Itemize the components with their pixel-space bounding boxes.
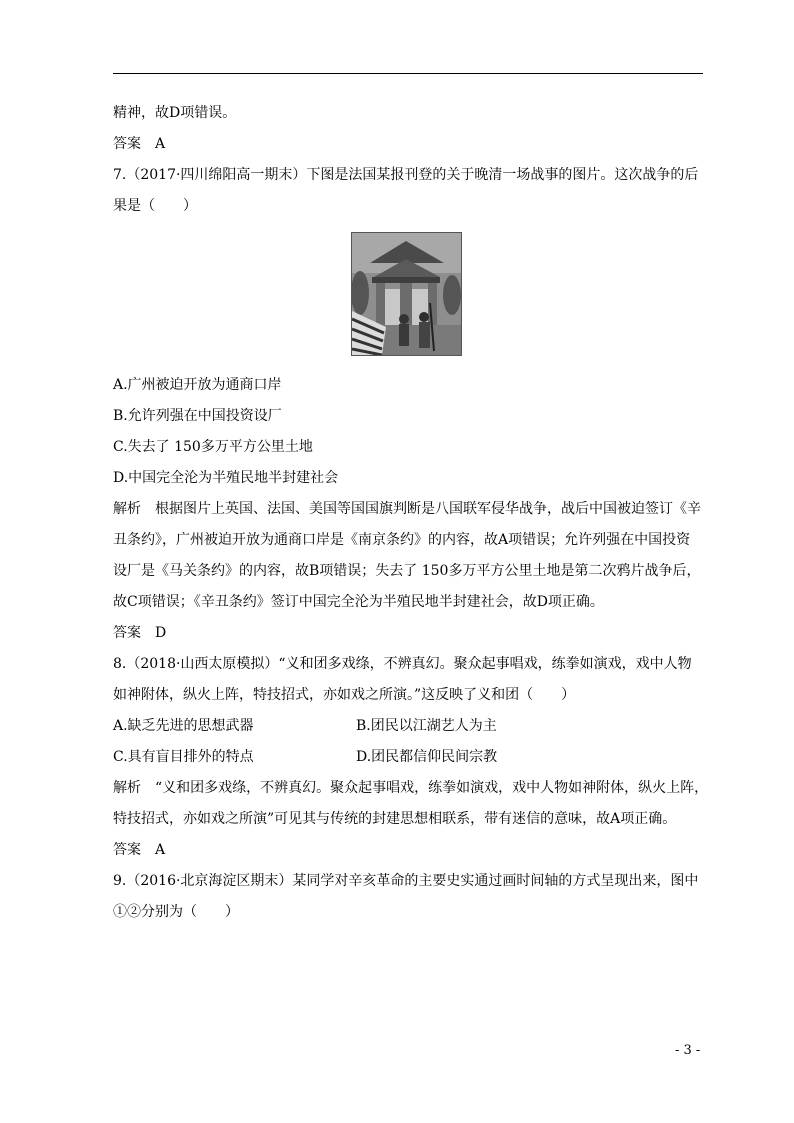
option-c: C.具有盲目排外的特点 [113,749,254,765]
option-d: D.团民都信仰民间宗教 [356,749,498,765]
option-row-ab [113,716,713,736]
analysis-line-3: 设厂是《马关条约》的内容，故B项错误；失去了 150多万平方公里土地是第二次鸦片战争后， [113,563,701,579]
option-a: A.广州被迫开放为通商口岸 [113,377,282,393]
analysis-line-4: 故C项错误；《辛丑条约》签订中国完全沦为半殖民地半封建社会，故D项正确。 [113,594,604,610]
historical-illustration [351,232,462,356]
question-7-line-1: 7.（2017·四川绵阳高一期末）下图是法国某报刊登的关于晚清一场战事的图片。这次战争的后 [113,167,699,183]
question-8-line-1: 8.（2018·山西太原模拟）“义和团多戏绦，不辨真幻。聚众起事唱戏，练拳如演戏，戏中人物 [113,656,692,672]
question-8-line-2: 如神附体，纵火上阵，特技招式，亦如戏之所演。”这反映了义和团（ ） [113,687,576,703]
option-row-cd [113,747,713,767]
header-rule [113,73,703,74]
option-b: B.允许列强在中国投资设厂 [113,408,282,424]
page-number: - 3 - [675,1043,701,1058]
option-b: B.团民以江湖艺人为主 [356,718,497,734]
answer-line: 答案 D [113,625,167,641]
analysis-line-2: 特技招式，亦如戏之所演”可见其与传统的封建思想相联系，带有迷信的意味，故A项正确。 [113,811,677,827]
question-7-line-2: 果是（ ） [113,198,197,214]
question-9-line-1: 9.（2016·北京海淀区期末）某同学对辛亥革命的主要史实通过画时间轴的方式呈现出来，图中 [113,873,699,889]
option-d: D.中国完全沦为半殖民地半封建社会 [113,470,339,486]
analysis-line-1: 解析 “义和团多戏绦，不辨真幻。聚众起事唱戏，练拳如演戏，戏中人物如神附体，纵火上阵， [113,780,709,796]
text-line: 精神，故D项错误。 [113,105,237,121]
analysis-line-2: 丑条约》，广州被迫开放为通商口岸是《南京条约》的内容，故A项错误；允许列强在中国投资 [113,532,691,548]
option-a: A.缺乏先进的思想武器 [113,718,254,734]
question-9-line-2: ①②分别为（ ） [113,904,239,920]
answer-line: 答案 A [113,136,166,152]
option-c: C.失去了 150多万平方公里土地 [113,439,313,455]
answer-line: 答案 A [113,842,166,858]
analysis-line-1: 解析 根据图片上英国、法国、美国等国国旗判断是八国联军侵华战争，战后中国被迫签订《辛 [113,501,701,517]
